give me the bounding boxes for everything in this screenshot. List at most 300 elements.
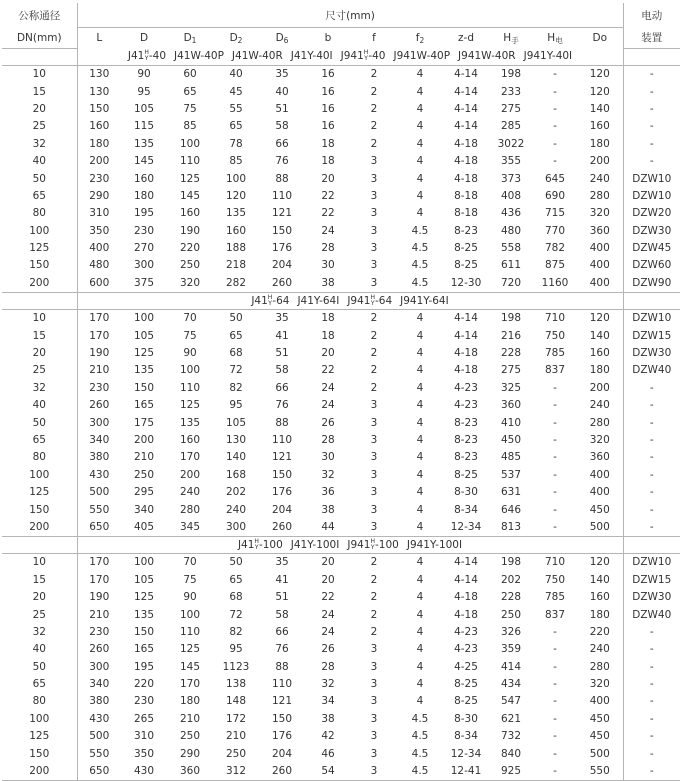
table-cell: 4 [416, 625, 424, 638]
table-cell: 32 [321, 468, 335, 481]
table-cell: 4 [416, 608, 424, 621]
device-cell: DZW30 [623, 222, 680, 239]
table-cell: 3 [370, 643, 378, 656]
table-cell: 265 [133, 712, 155, 725]
table-cell: 24 [321, 608, 335, 621]
table-cell: 170 [179, 451, 201, 464]
dn-cell: 20 [2, 344, 77, 361]
model-name-suffix: -100 [258, 538, 283, 551]
col-header-D2-sub: 2 [237, 36, 243, 45]
table-cell: 65 [229, 329, 243, 342]
table-cell: 70 [183, 312, 197, 325]
table-cell: 40 [275, 85, 289, 98]
table-cell: 400 [589, 695, 610, 708]
table-cell: 65 [229, 120, 243, 133]
table-cell: 140 [225, 451, 247, 464]
table-cell: 8-18 [454, 207, 478, 220]
table-cell: 110 [179, 155, 201, 168]
table-cell: 750 [544, 329, 566, 342]
table-cell: 130 [89, 68, 110, 81]
model-name [128, 50, 166, 62]
table-cell: 168 [225, 468, 247, 481]
table-cell: 88 [275, 416, 289, 429]
table-cell: 180 [179, 695, 201, 708]
model-name-prefix: J41 [127, 50, 145, 63]
table-cell: 500 [89, 730, 110, 743]
table-cell: 290 [89, 189, 110, 202]
table-cell: 360 [589, 451, 610, 464]
model-name-sup: H [363, 49, 369, 57]
table-cell: 3 [370, 155, 378, 168]
dn-cell: 200 [2, 518, 77, 536]
table-cell: 340 [133, 503, 155, 516]
table-cell: 436 [500, 207, 522, 220]
table-cell: 300 [89, 416, 110, 429]
table-cell: 4 [416, 416, 424, 429]
table-cell: 3 [370, 468, 378, 481]
table-cell: 310 [133, 730, 155, 743]
table-cell: 200 [589, 155, 610, 168]
table-cell: 3 [370, 660, 378, 673]
dn-cell: 100 [2, 710, 77, 727]
table-cell: 4-14 [454, 556, 478, 569]
table-cell: 4 [416, 329, 424, 342]
table-cell: 50 [229, 556, 243, 569]
table-cell: 100 [133, 556, 155, 569]
table-cell: 480 [500, 224, 522, 237]
table-cell: 1160 [533, 274, 577, 292]
table-cell: 375 [121, 274, 167, 292]
table-cell: 210 [89, 364, 110, 377]
model-name [251, 295, 289, 307]
device-cell: DZW45 [623, 239, 680, 256]
group-model-list [77, 48, 623, 65]
table-cell: 18 [321, 137, 335, 150]
table-cell: 28 [321, 242, 335, 255]
table-cell: - [553, 120, 557, 133]
table-cell: 430 [89, 468, 110, 481]
table-cell: 260 [259, 274, 305, 292]
device-cell: - [623, 710, 680, 727]
table-cell: 200 [589, 381, 610, 394]
table-cell: 240 [179, 486, 201, 499]
table-cell: 558 [500, 242, 522, 255]
table-cell: 4.5 [411, 224, 429, 237]
table-cell: 4.5 [397, 762, 443, 780]
table-row [2, 344, 680, 361]
spec-table-wrapper [2, 3, 676, 781]
table-cell: 12-30 [443, 274, 489, 292]
table-cell: 645 [544, 172, 566, 185]
col-header-D1-main: D [183, 32, 192, 44]
table-cell: 38 [305, 274, 351, 292]
table-cell: 840 [500, 747, 522, 760]
table-cell: 12-41 [443, 762, 489, 780]
table-cell: 228 [500, 591, 522, 604]
device-cell: - [623, 431, 680, 448]
dn-cell: 20 [2, 588, 77, 605]
table-cell: 145 [179, 189, 201, 202]
table-cell: 2 [370, 347, 378, 360]
table-cell: 2 [370, 85, 378, 98]
dn-cell: 50 [2, 414, 77, 431]
table-cell: 18 [321, 312, 335, 325]
table-cell: 280 [179, 503, 201, 516]
table-cell: 275 [500, 364, 522, 377]
table-cell: 2 [370, 556, 378, 569]
table-cell: 135 [133, 608, 155, 621]
table-cell: 3 [370, 730, 378, 743]
spec-table [2, 3, 680, 781]
table-cell: 2 [370, 625, 378, 638]
table-cell: 8-23 [454, 451, 478, 464]
table-cell: 434 [500, 678, 522, 691]
table-cell: 3 [370, 503, 378, 516]
table-cell: 195 [133, 207, 155, 220]
table-cell: 204 [271, 747, 293, 760]
table-cell: 120 [225, 189, 247, 202]
dn-cell: 10 [2, 553, 77, 571]
table-cell: 2 [370, 573, 378, 586]
table-cell: 100 [179, 364, 201, 377]
table-cell: 90 [183, 347, 197, 360]
table-cell: 180 [589, 137, 610, 150]
table-cell: 250 [133, 468, 155, 481]
table-cell: 4 [416, 573, 424, 586]
table-row [2, 483, 680, 500]
model-name-prefix: J941 [347, 538, 371, 551]
table-cell: 8-23 [454, 434, 478, 446]
device-cell: - [623, 623, 680, 640]
device-cell: - [623, 762, 680, 780]
model-name [347, 295, 392, 307]
device-cell: DZW30 [623, 344, 680, 361]
col-header-D6-main: D [275, 32, 284, 44]
table-cell: 4 [416, 120, 424, 133]
model-name: J941Y-100I [406, 538, 463, 551]
table-cell: 110 [271, 189, 293, 202]
table-cell: 41 [275, 573, 289, 586]
table-cell: - [553, 434, 557, 446]
table-cell: 3 [370, 486, 378, 499]
dn-cell: 40 [2, 152, 77, 169]
table-cell: 360 [500, 399, 522, 412]
table-cell: 170 [89, 556, 110, 569]
table-cell: 280 [589, 189, 610, 202]
table-cell: 24 [321, 625, 335, 638]
table-cell: 130 [225, 434, 247, 446]
device-cell: - [623, 118, 680, 135]
table-cell: 410 [500, 416, 522, 429]
table-cell: 4-14 [454, 68, 478, 81]
table-cell: 90 [183, 591, 197, 604]
table-cell: 121 [271, 451, 293, 464]
table-cell: 100 [133, 312, 155, 325]
table-cell: 200 [133, 434, 155, 446]
model-name-prefix: J941 [340, 50, 364, 63]
model-name [347, 539, 399, 551]
dn-cell: 200 [2, 762, 77, 780]
table-cell: 230 [89, 381, 110, 394]
table-cell: 100 [179, 608, 201, 621]
table-row [2, 466, 680, 483]
dn-cell: 10 [2, 65, 77, 83]
col-header-f: f [351, 28, 397, 49]
col-header-Hhand-main: H [503, 32, 512, 44]
table-cell: 110 [271, 678, 293, 691]
table-cell: 8-25 [454, 695, 478, 708]
table-cell: 66 [275, 137, 289, 150]
table-row [2, 222, 680, 239]
table-cell: 24 [321, 224, 335, 237]
table-cell: 180 [89, 137, 110, 150]
table-cell: 4 [416, 486, 424, 499]
table-cell: 3 [370, 678, 378, 691]
table-cell: 58 [275, 120, 289, 133]
table-cell: 240 [589, 643, 610, 656]
table-cell: 4 [416, 347, 424, 360]
table-cell: 200 [179, 468, 201, 481]
table-cell: 340 [89, 434, 110, 446]
device-cell: DZW10 [623, 553, 680, 571]
col-header-D1-sub: 1 [191, 36, 197, 45]
table-cell: 172 [225, 712, 247, 725]
table-cell: 2 [370, 329, 378, 342]
table-cell: 4-23 [454, 381, 478, 394]
device-cell: DZW10 [623, 170, 680, 187]
table-row [2, 762, 680, 780]
model-name-sup: H [370, 537, 375, 545]
dn-cell: 32 [2, 379, 77, 396]
table-cell: 160 [589, 120, 610, 133]
table-cell: 250 [179, 259, 201, 272]
table-cell: 110 [179, 381, 201, 394]
table-cell: 180 [589, 608, 610, 621]
dn-cell: 125 [2, 728, 77, 745]
table-cell: 770 [544, 224, 566, 237]
table-cell: - [553, 155, 557, 168]
table-cell: 105 [133, 573, 155, 586]
table-row [2, 588, 680, 605]
col-header-D6 [259, 28, 305, 49]
table-cell: 282 [213, 274, 259, 292]
table-cell: 120 [589, 85, 610, 98]
table-cell: 145 [179, 660, 201, 673]
table-cell: 160 [89, 120, 110, 133]
col-header-f2-main: f [415, 32, 420, 44]
dn-cell: 15 [2, 571, 77, 588]
table-cell: 3 [370, 747, 378, 760]
table-row [2, 100, 680, 117]
table-cell: 2 [370, 364, 378, 377]
table-cell: 180 [133, 189, 155, 202]
model-name-suffix: -64 [272, 294, 290, 307]
table-cell: 2 [370, 591, 378, 604]
table-row [2, 152, 680, 169]
table-cell: 160 [589, 591, 610, 604]
table-cell: 2 [370, 68, 378, 81]
table-cell: 198 [500, 312, 522, 325]
table-cell: 160 [225, 224, 247, 237]
nominal-label-cn: 公称通径 [2, 3, 77, 28]
table-cell: 4 [416, 451, 424, 464]
table-cell: 4 [416, 364, 424, 377]
table-cell: 350 [89, 224, 110, 237]
table-cell: 105 [225, 416, 247, 429]
table-cell: 690 [544, 189, 566, 202]
table-cell: 68 [229, 347, 243, 360]
table-cell: 3 [370, 451, 378, 464]
table-cell: 3 [370, 259, 378, 272]
table-row [2, 518, 680, 536]
table-row [2, 83, 680, 100]
table-cell: 4 [416, 434, 424, 446]
table-cell: 320 [589, 207, 610, 220]
table-cell: 300 [213, 518, 259, 536]
table-cell: 4-18 [454, 155, 478, 168]
table-cell: 38 [321, 712, 335, 725]
table-cell: 2 [370, 381, 378, 394]
table-cell: 140 [589, 573, 610, 586]
table-cell: 3 [370, 434, 378, 446]
dn-cell: 15 [2, 83, 77, 100]
table-cell: 65 [229, 573, 243, 586]
table-cell: 4 [416, 207, 424, 220]
table-cell: 68 [229, 591, 243, 604]
table-cell: 115 [133, 120, 155, 133]
table-cell: 135 [133, 137, 155, 150]
table-cell: 4-18 [454, 137, 478, 150]
table-cell: 180 [589, 364, 610, 377]
model-name-inf: Y [254, 543, 259, 551]
table-cell: 38 [321, 503, 335, 516]
model-name: J41Y-100I [290, 538, 340, 551]
table-cell: 3 [370, 695, 378, 708]
device-cell: - [623, 658, 680, 675]
table-cell: 4-14 [454, 85, 478, 98]
table-cell: 100 [179, 137, 201, 150]
table-cell: 51 [275, 591, 289, 604]
table-cell: 46 [321, 747, 335, 760]
table-cell: 100 [225, 172, 247, 185]
table-cell: 140 [589, 329, 610, 342]
table-cell: 188 [225, 242, 247, 255]
table-cell: 360 [167, 762, 213, 780]
table-cell: 3 [370, 416, 378, 429]
table-cell: 51 [275, 102, 289, 115]
table-cell: 345 [167, 518, 213, 536]
table-cell: 65 [183, 85, 197, 98]
device-cell: DZW90 [623, 274, 680, 292]
table-cell: 4 [416, 85, 424, 98]
table-cell: 12-34 [443, 518, 489, 536]
dn-cell: 125 [2, 239, 77, 256]
table-cell: 82 [229, 381, 243, 394]
device-cell: - [623, 397, 680, 414]
dn-cell: 65 [2, 431, 77, 448]
table-cell: 4.5 [411, 259, 429, 272]
device-cell: - [623, 693, 680, 710]
table-cell: 646 [500, 503, 522, 516]
table-row [2, 728, 680, 745]
model-name-inf: Y [370, 543, 375, 551]
dn-cell: 32 [2, 135, 77, 152]
table-cell: 28 [321, 660, 335, 673]
table-row [2, 658, 680, 675]
table-row [2, 745, 680, 762]
table-cell: 250 [179, 730, 201, 743]
table-cell: 30 [321, 259, 335, 272]
group-dn-blank [2, 536, 77, 553]
table-cell: 611 [500, 259, 522, 272]
table-cell: 875 [544, 259, 566, 272]
table-cell: 12-34 [450, 747, 482, 760]
table-cell: 204 [271, 503, 293, 516]
table-row [2, 379, 680, 396]
model-name-suffix: -100 [375, 538, 399, 551]
table-cell: 35 [275, 556, 289, 569]
device-cell: - [623, 100, 680, 117]
device-cell: - [623, 379, 680, 396]
table-cell: 414 [500, 660, 522, 673]
col-header-f2 [397, 28, 443, 49]
table-cell: 2 [370, 312, 378, 325]
header-row-2 [2, 28, 680, 49]
table-cell: 125 [179, 643, 201, 656]
model-name: J941Y-40I [523, 50, 573, 63]
table-cell: 170 [89, 329, 110, 342]
table-cell: 750 [544, 573, 566, 586]
table-cell: - [553, 695, 557, 708]
model-name: J41W-40P [174, 50, 224, 63]
table-cell: 75 [183, 329, 197, 342]
table-cell: 4-18 [454, 347, 478, 360]
table-cell: 76 [275, 643, 289, 656]
table-cell: 837 [544, 364, 566, 377]
col-header-Hhand [489, 28, 533, 49]
device-cell: - [623, 65, 680, 83]
table-cell: 4 [416, 660, 424, 673]
table-cell: 4-23 [454, 625, 478, 638]
table-cell: 165 [133, 399, 155, 412]
table-cell: 18 [321, 329, 335, 342]
table-row [2, 274, 680, 292]
model-name: J941W-40R [458, 50, 516, 63]
table-cell: 260 [89, 399, 110, 412]
table-cell: 320 [167, 274, 213, 292]
table-cell: 450 [589, 712, 610, 725]
table-cell: 28 [321, 434, 335, 446]
table-cell: - [553, 399, 557, 412]
table-row [2, 135, 680, 152]
table-cell: 295 [133, 486, 155, 499]
table-cell: 95 [229, 643, 243, 656]
table-cell: 4-14 [454, 120, 478, 133]
table-cell: 785 [544, 591, 566, 604]
table-cell: 4 [397, 518, 443, 536]
device-label-1: 电动 [623, 3, 680, 28]
model-name [238, 539, 283, 551]
table-cell: 22 [321, 364, 335, 377]
table-cell: 30 [321, 451, 335, 464]
table-cell: - [553, 747, 557, 760]
table-cell: 4 [416, 381, 424, 394]
table-cell: 170 [89, 312, 110, 325]
table-cell: 400 [577, 274, 623, 292]
table-cell: - [553, 468, 557, 481]
dn-cell: 25 [2, 118, 77, 135]
table-cell: 2 [370, 102, 378, 115]
